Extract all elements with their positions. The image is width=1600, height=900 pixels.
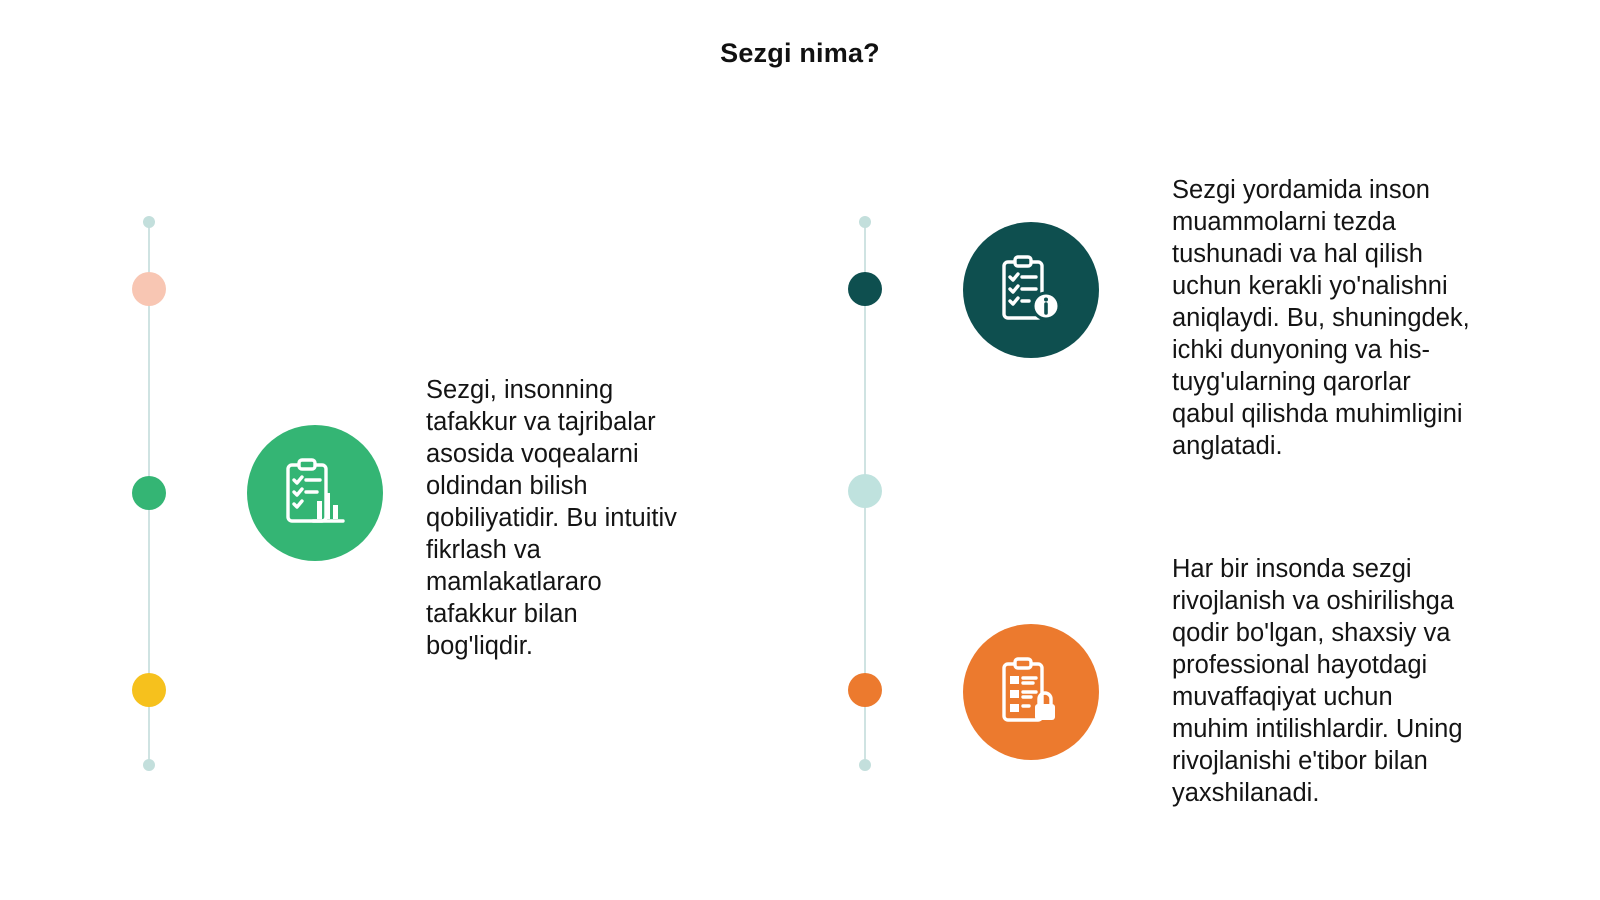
left-timeline-dot-peach [132, 272, 166, 306]
clipboard-lock-badge [963, 624, 1099, 760]
clipboard-chart-icon [277, 455, 353, 531]
item-1-text: Sezgi, insonning tafakkur va tajribalar asosida voqealarni oldindan bilish qobiliyatidir. Bu intuitiv fikrlash va mamlakatlararo tafakkur bilan bog'liqdir. [426, 376, 677, 660]
clipboard-info-icon [993, 252, 1069, 328]
left-timeline-bottom-cap [143, 759, 155, 771]
left-timeline-dot-green [132, 476, 166, 510]
right-timeline-top-cap [859, 216, 871, 228]
right-timeline-bottom-cap [859, 759, 871, 771]
left-timeline-dot-yellow [132, 673, 166, 707]
clipboard-chart-badge [247, 425, 383, 561]
right-timeline-dot-teal [848, 272, 882, 306]
item-2-text: Sezgi yordamida inson muammolarni tezda tushunadi va hal qilish uchun kerakli yo'nalishni aniqlaydi. Bu, shuningdek, ichki dunyoning va his- tuyg'ularning qarorlar qabul qilishda muhimligini anglatadi. [1172, 176, 1470, 460]
item-3-text: Har bir insonda sezgi rivojlanish va oshirilishga qodir bo'lgan, shaxsiy va professional hayotdagi muvaffaqiyat uchun muhim intilishlardir. Uning rivojlanishi e'tibor bilan yaxshilanadi. [1172, 555, 1463, 807]
slide-title: Sezgi nima? [720, 38, 880, 68]
clipboard-lock-icon [993, 654, 1069, 730]
left-timeline-top-cap [143, 216, 155, 228]
right-timeline-dot-mint [848, 474, 882, 508]
clipboard-info-badge [963, 222, 1099, 358]
right-timeline-dot-orange [848, 673, 882, 707]
